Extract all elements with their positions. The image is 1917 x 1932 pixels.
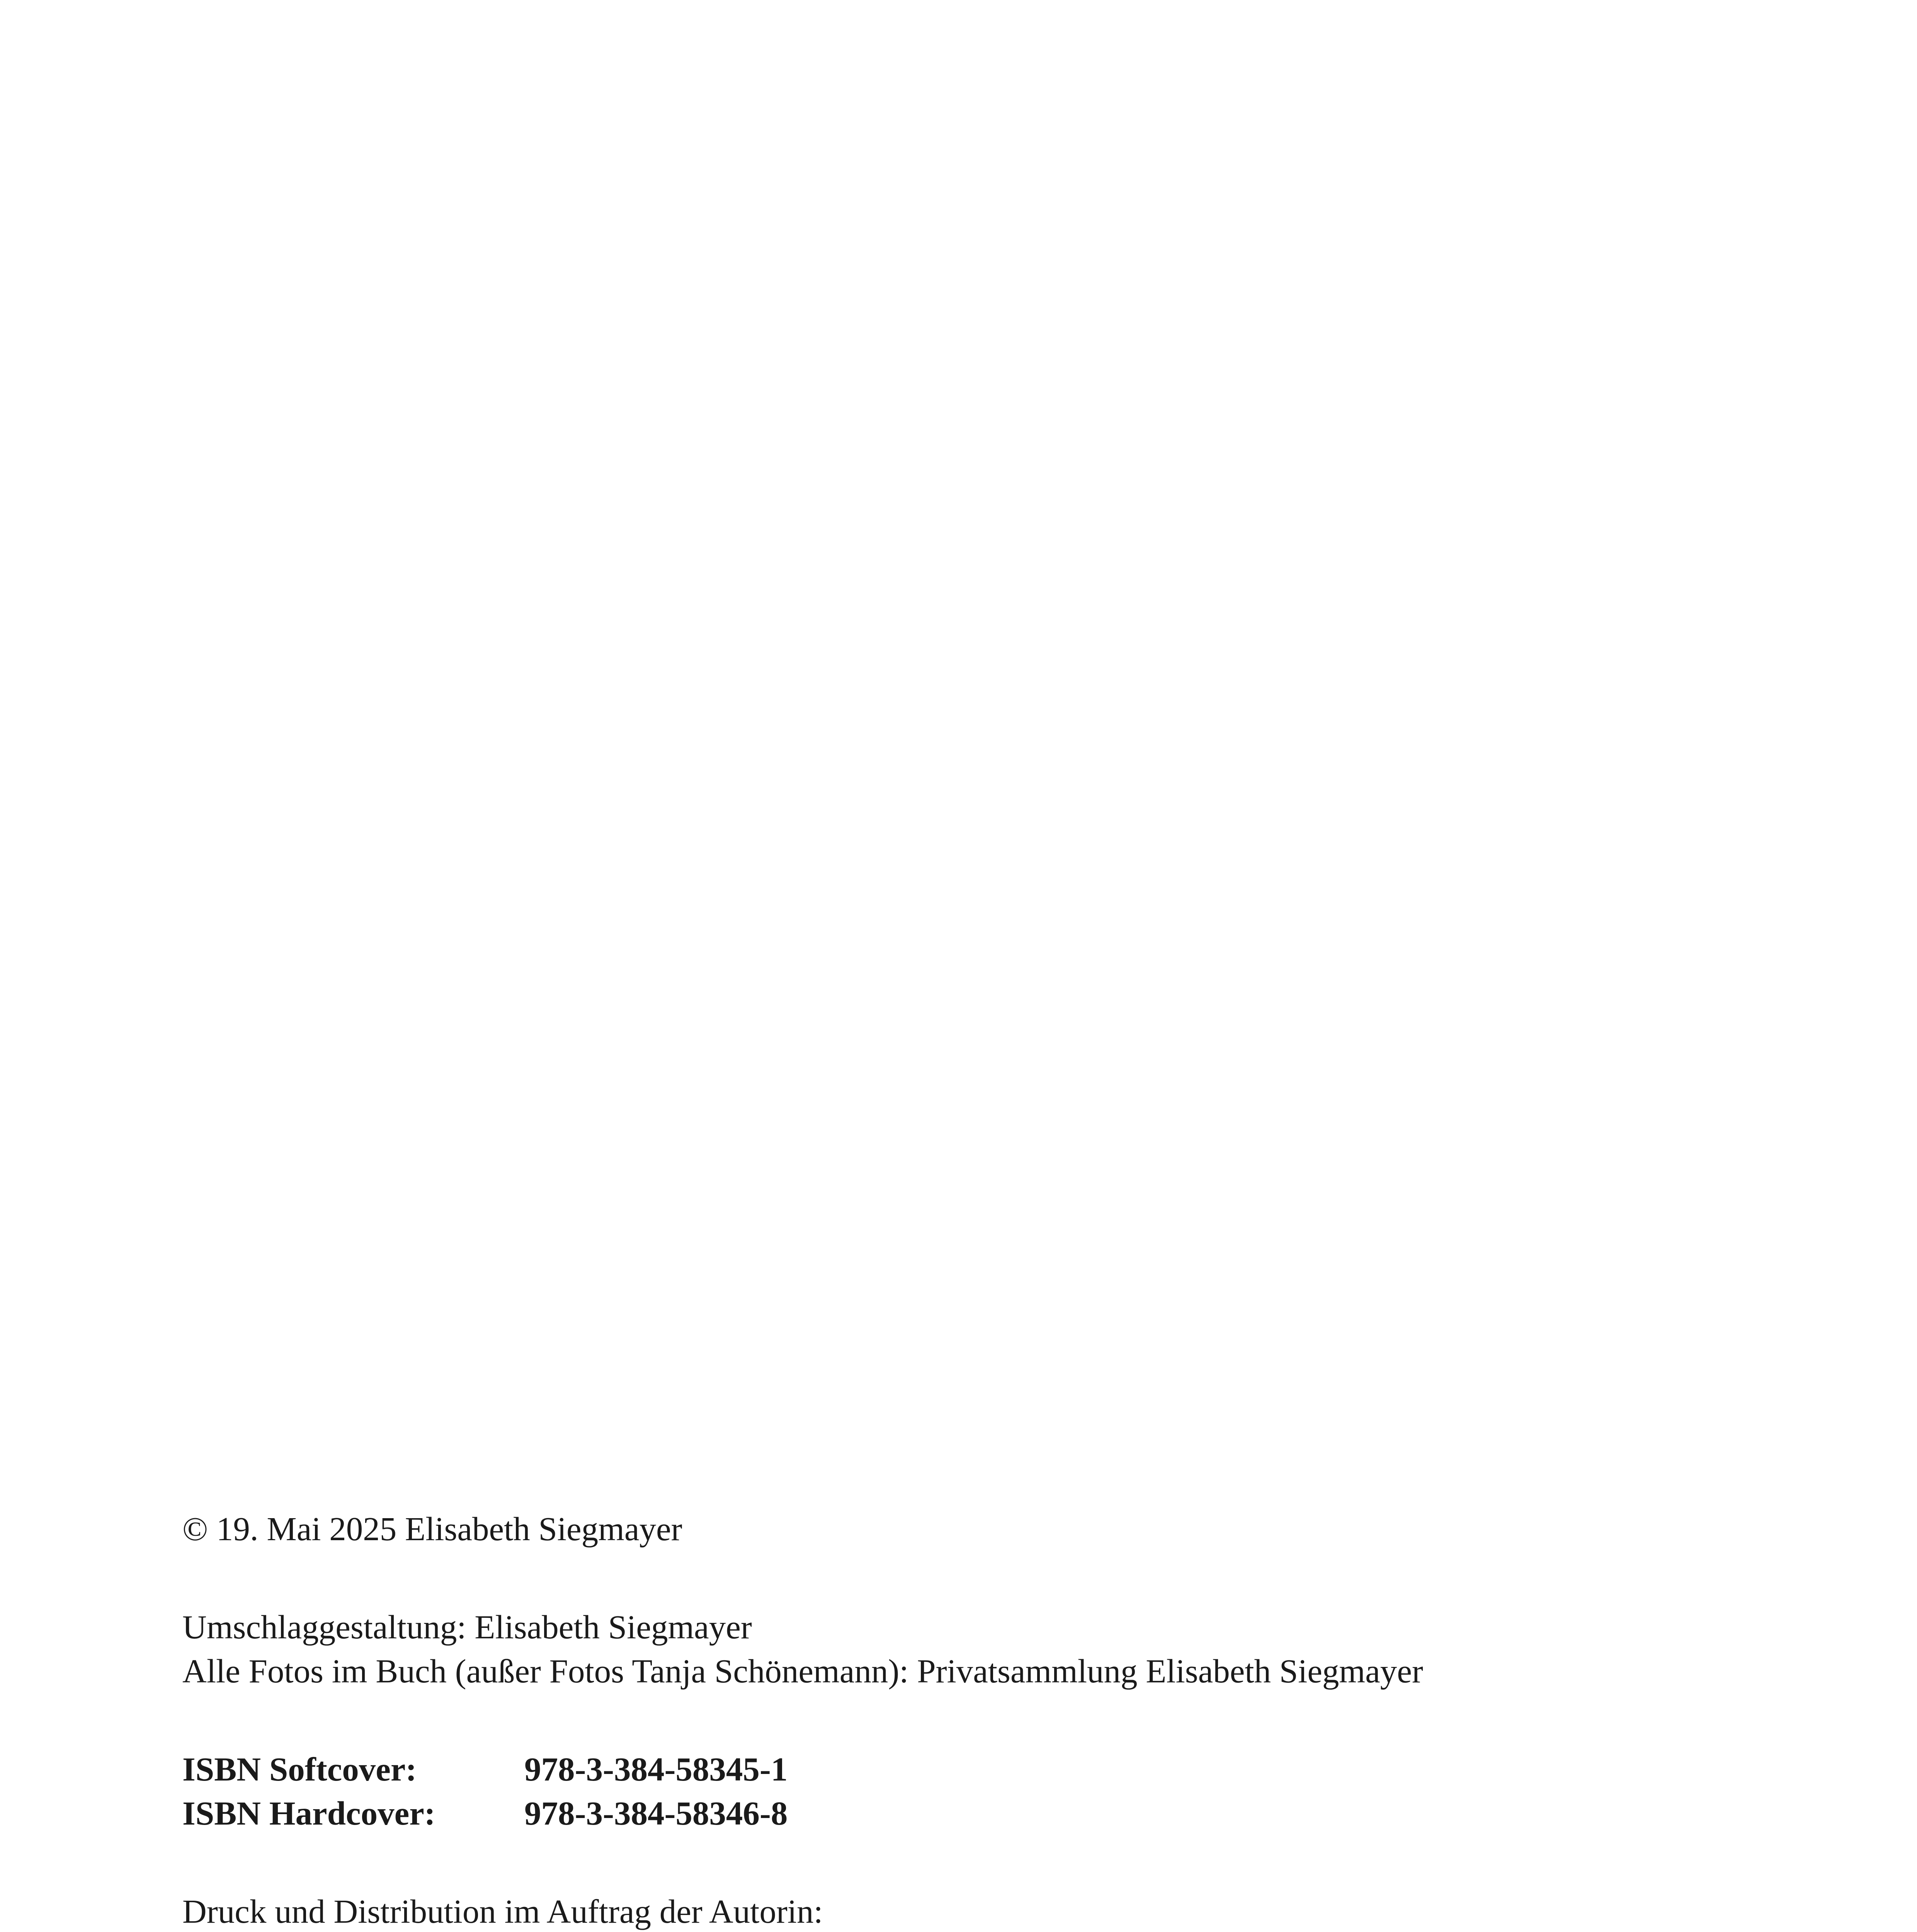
isbn-softcover xyxy=(182,1747,1713,1791)
photo-credit: Alle Fotos im Buch (außer Fotos Tanja Schönemann): Privatsammlung Elisabeth Siegmayer xyxy=(182,1652,1423,1690)
isbn-block xyxy=(182,1747,1713,1835)
isbn-hardcover-label: ISBN Hardcover: xyxy=(182,1794,435,1832)
copyright-line: © 19. Mai 2025 Elisabeth Siegmayer xyxy=(182,1510,682,1548)
isbn-hardcover xyxy=(182,1791,1713,1835)
isbn-hardcover-value: 978-3-384-58346-8 xyxy=(524,1794,788,1832)
print-distribution xyxy=(182,1889,1713,1932)
imprint-page xyxy=(182,1507,1713,1932)
isbn-softcover-value: 978-3-384-58345-1 xyxy=(524,1750,788,1788)
cover-credits xyxy=(182,1605,1713,1693)
print-heading: Druck und Distribution im Auftrag der Autorin: xyxy=(182,1893,823,1930)
isbn-softcover-label: ISBN Softcover: xyxy=(182,1750,417,1788)
cover-design-credit: Umschlaggestaltung: Elisabeth Siegmayer xyxy=(182,1608,752,1646)
